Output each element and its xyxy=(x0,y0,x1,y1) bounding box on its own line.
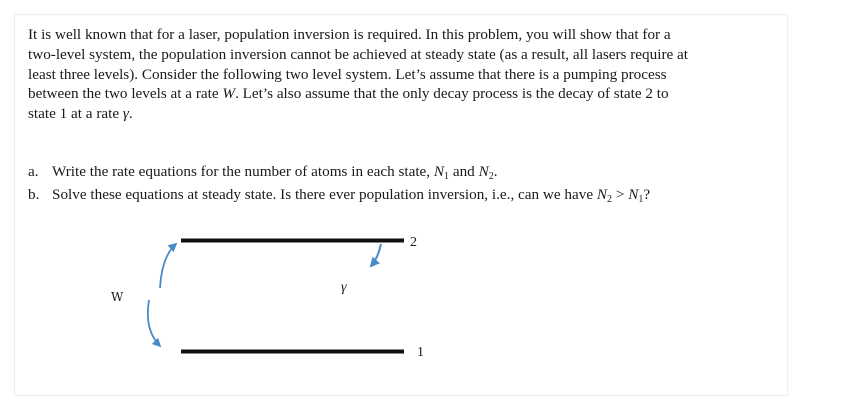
question-a-var1: N xyxy=(433,163,445,180)
question-b-letter: b. xyxy=(28,186,40,203)
question-a-var1-sub: 1 xyxy=(444,171,450,182)
pump-arrow-up xyxy=(160,244,176,288)
question-b-text: Solve these equations at steady state. Is there ever population inversion, i.e., can we have xyxy=(52,186,594,203)
decay-rate-label: γ xyxy=(341,280,347,295)
pump-rate-label: W xyxy=(111,290,124,304)
pump-arrow-down xyxy=(148,300,160,346)
var-w: W xyxy=(222,85,236,103)
question-a-mid: and xyxy=(449,163,479,180)
question-a-text: Write the rate equations for the number of atoms in each state, xyxy=(52,163,431,180)
question-b-var2: N xyxy=(628,186,639,203)
question-b-mid: > xyxy=(612,186,629,203)
question-b-var1-sub: 2 xyxy=(607,194,613,205)
question-a-tail: . xyxy=(493,163,498,180)
level-2-label: 2 xyxy=(410,235,417,250)
statement-line-3: least three levels). Consider the following two level system. Let’s assume that there is a pumping process xyxy=(28,65,667,83)
question-b-var1: N xyxy=(596,186,608,203)
statement-line-4-head: between the two levels at a rate xyxy=(28,85,219,103)
question-a-var2-sub: 2 xyxy=(488,171,494,182)
level-1-label: 1 xyxy=(417,345,424,360)
statement-line-5-head: state 1 at a rate xyxy=(28,105,120,123)
decay-arrow xyxy=(371,244,381,266)
question-a-var2: N xyxy=(478,163,489,180)
statement-line-4-tail: . Let’s also assume that the only decay process is the decay of state 2 to xyxy=(235,85,669,103)
statement-line-2: two-level system, the population inversion cannot be achieved at steady state (as a result, all lasers require at xyxy=(28,45,689,63)
question-b-var2-sub: 1 xyxy=(638,194,644,205)
question-a-letter: a. xyxy=(28,163,39,180)
question-b-tail: ? xyxy=(643,186,651,203)
statement-line-5-tail: . xyxy=(128,105,133,123)
var-gamma: γ xyxy=(122,105,129,123)
statement-line-1: It is well known that for a laser, population inversion is required. In this problem, you will show that for a xyxy=(28,26,671,43)
